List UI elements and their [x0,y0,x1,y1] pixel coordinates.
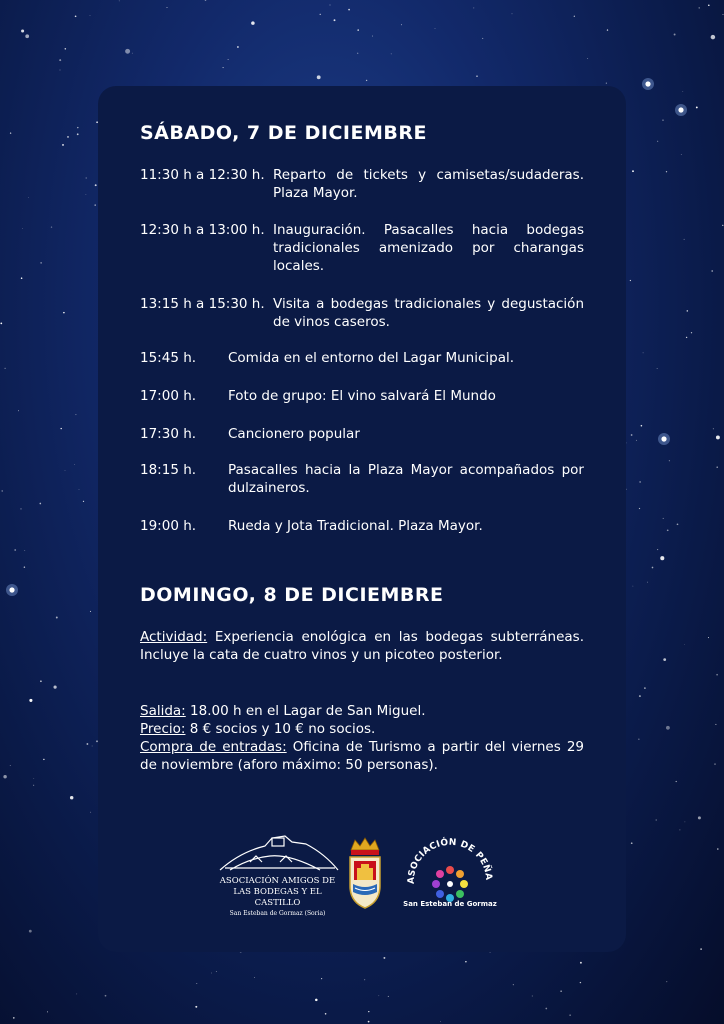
star [716,435,720,439]
star [656,819,657,820]
star [223,67,224,68]
star [679,829,680,830]
star [54,686,57,689]
star [205,0,207,1]
star [630,280,631,281]
star [662,119,664,121]
star [3,775,6,778]
star [674,34,676,36]
star [90,15,91,16]
departure-label: Salida: [140,703,186,719]
schedule-desc: Cancionero popular [228,426,360,442]
star [211,973,212,974]
penas-arc-text: ASOCIACIÓN DE PEÑA [406,837,494,885]
star [708,5,710,7]
star [251,21,255,25]
star [606,83,607,84]
star [21,29,24,32]
star [569,1014,570,1015]
activity-label: Actividad: [140,629,208,645]
star [51,226,52,227]
star [83,501,84,502]
star [632,170,634,172]
star [94,204,95,205]
star [643,352,644,353]
bright-star [9,587,14,592]
star [33,778,34,779]
star [631,434,633,436]
star [65,470,66,471]
shield-crest-icon [345,836,385,910]
star [20,508,21,509]
star [59,69,60,70]
star [636,440,637,441]
star [666,726,670,730]
star [639,695,641,697]
star [714,763,716,765]
star [74,464,75,465]
star [325,1013,327,1015]
star [713,428,714,429]
star [378,995,379,996]
star [545,1008,547,1010]
star [716,466,717,467]
activity-text: Experiencia enológica en las bodegas subterráneas. Incluye la cata de cuatro vinos y un picoteo posterior. [140,629,584,663]
star [77,133,79,135]
amigos-line3: San Esteban de Gormaz (Soria) [229,910,326,917]
star [357,53,358,54]
star [320,14,321,15]
star [317,75,321,79]
star [641,425,643,427]
star [10,132,11,133]
amigos-line1: ASOCIACIÓN AMIGOS DE [219,876,336,886]
star [644,687,646,689]
star [24,550,25,551]
star [228,59,229,60]
star [388,996,389,997]
star [28,197,29,198]
star [90,611,91,612]
schedule-time: 13:15 h a 15:30 h. [140,296,265,312]
star [368,1011,369,1012]
star [401,24,402,25]
star [580,982,581,983]
star [14,549,16,551]
tickets-paragraph [140,738,584,774]
schedule-time: 19:00 h. [140,518,197,534]
amigos-line2: LAS BODEGAS Y EL CASTILLO [233,887,322,908]
star [63,312,65,314]
star [47,1011,48,1012]
star [65,48,67,50]
star [86,743,88,745]
star [723,14,724,15]
star [254,977,255,978]
star [652,567,654,569]
star [59,59,61,61]
price-label: Precio: [140,721,186,737]
schedule-time: 18:15 h. [140,462,197,478]
star [722,225,723,226]
star [4,368,5,369]
star [43,759,44,760]
star [40,262,41,263]
schedule-time: 12:30 h a 13:00 h. [140,222,265,238]
star [364,979,365,980]
star [75,15,77,17]
star [684,239,685,240]
price-text: 8 € socios y 10 € no socios. [189,721,376,737]
star [681,154,682,155]
star [77,127,78,128]
star [465,961,466,962]
star [687,310,689,312]
star [33,785,34,786]
star [532,996,533,997]
star [676,781,677,782]
star [357,29,359,31]
schedule-time: 17:00 h. [140,388,197,404]
star [391,53,392,54]
star [21,277,23,279]
star [682,91,683,92]
star [383,957,385,959]
star [25,34,29,38]
castle-drawing-icon [210,832,345,872]
asociacion-penas-logo [400,834,500,918]
star [574,16,575,17]
sunday-title: DOMINGO, 8 DE DICIEMBRE [140,584,444,606]
star [440,1021,441,1022]
star [86,177,87,178]
star [368,1021,370,1023]
star [86,194,87,195]
star [667,529,669,531]
star [62,144,64,146]
star [95,184,97,186]
star [196,983,197,984]
star [657,549,658,550]
schedule-desc: Comida en el entorno del Lagar Municipal. [228,350,515,366]
amigos-bodegas-logo [210,832,345,919]
star [476,76,477,77]
star [67,136,69,138]
star [76,993,77,994]
star [657,141,658,142]
star [684,644,685,645]
star [699,7,700,8]
star [13,1017,15,1019]
price-line [140,720,584,738]
star [685,822,686,823]
star [56,617,58,619]
star [708,637,709,638]
star [660,556,664,560]
star [638,739,639,740]
star [631,842,633,844]
star [315,999,318,1002]
saturday-title: SÁBADO, 7 DE DICIEMBRE [140,122,427,144]
star [22,228,23,229]
star [666,171,667,172]
star [40,680,42,682]
departure-text: 18.00 h en el Lagar de San Miguel. [190,703,426,719]
star [70,796,73,799]
star [321,978,322,979]
schedule-time: 15:45 h. [140,350,197,366]
star [711,270,713,272]
bright-star [678,107,683,112]
star [607,29,608,30]
star [29,930,32,933]
star [195,1006,197,1008]
star [75,414,76,415]
star [216,971,217,972]
star [366,80,367,81]
star [473,7,474,8]
tickets-label: Compra de entradas: [140,739,287,755]
star [663,518,664,519]
schedule-desc: Pasacalles hacia la Plaza Mayor acompañados por dulzaineros. [228,462,584,496]
star [560,991,561,992]
svg-text:ASOCIACIÓN DE PEÑAS [400,834,493,884]
star [587,58,588,59]
star [657,368,658,369]
schedule-time: 11:30 h a 12:30 h. [140,167,265,183]
star [237,46,239,48]
bright-star [645,81,650,86]
tickets-text: Oficina de Turismo a partir del viernes 29 de noviembre (aforo máximo: 50 personas). [140,739,585,773]
star [633,586,634,587]
star [715,724,716,725]
star [626,443,627,444]
star [348,9,350,11]
star [647,582,648,583]
star [482,38,483,39]
schedule-desc: Reparto de tickets y camisetas/sudaderas. Plaza Mayor. [273,167,584,201]
star [639,508,640,509]
star [700,948,702,950]
star [580,962,582,964]
star [717,848,719,850]
star [666,981,667,982]
star [10,765,11,766]
star [716,674,718,676]
star [677,523,679,525]
star [92,746,93,747]
star [711,35,715,39]
star [2,490,3,491]
star [513,984,514,985]
star [105,995,107,997]
star [24,566,25,567]
star [90,812,91,813]
star [29,699,32,702]
star [18,410,19,411]
coat-of-arms-logo [345,836,385,910]
star [663,658,666,661]
star [669,460,670,461]
star [132,53,133,54]
star [79,489,80,490]
star [696,106,698,108]
star [167,7,168,8]
star [372,36,373,37]
star [435,28,436,29]
bright-star [661,436,666,441]
star [639,481,640,482]
star [39,503,41,505]
schedule-desc: Rueda y Jota Tradicional. Plaza Mayor. [228,518,483,534]
star [125,49,130,54]
schedule-desc: Inauguración. Pasacalles hacia bodegas tradicionales amenizado por charangas locales. [273,222,584,274]
schedule-desc: Foto de grupo: El vino salvará El Mundo [228,388,496,404]
star [60,428,61,429]
star [329,4,330,5]
star [119,1,120,2]
star [691,332,692,333]
departure-line [140,702,584,720]
star [686,337,687,338]
schedule-desc: Visita a bodegas tradicionales y degustación de vinos caseros. [273,296,584,330]
penas-place: San Esteban de Gormaz [403,900,497,908]
star [512,13,513,14]
star [0,323,2,325]
schedule-time: 17:30 h. [140,426,197,442]
activity-paragraph [140,628,584,664]
star [698,816,701,819]
star [334,19,336,21]
